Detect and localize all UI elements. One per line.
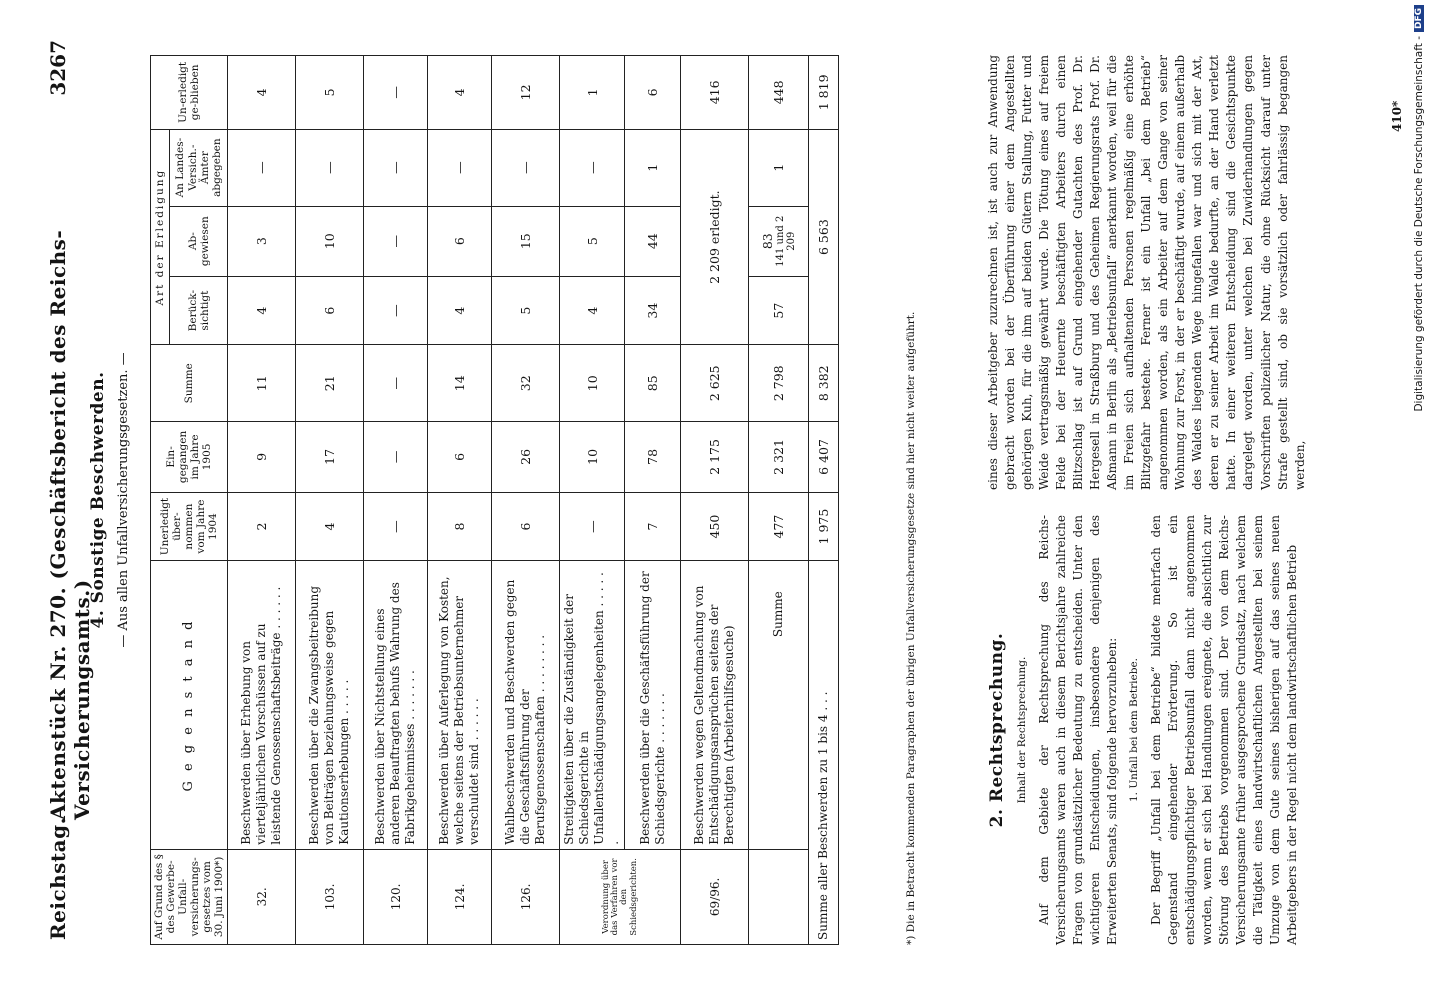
cell-unerledigt: 8 <box>428 492 492 561</box>
header-page-number: 3267 <box>46 40 70 96</box>
head-beruecksichtigt: Berück-sichtigt <box>169 276 228 345</box>
head-art-der-erledigung: Art der Erledigung <box>151 129 170 345</box>
cell-eingegangen: 17 <box>296 422 364 493</box>
cell-summe: 85 <box>625 345 681 422</box>
cell-unerledigt-geblieben: 416 <box>681 56 749 130</box>
table-row <box>364 56 428 945</box>
cell-description: Beschwerden über Nichtstellung eines anderen Beauftragten behufs Wahrung des Fabrikgeheimnisses . . . . . . . <box>364 561 428 849</box>
cell-unerledigt: — <box>560 492 625 561</box>
cell-summe-unerledigt-geblieben: 448 <box>749 56 809 130</box>
intro-paragraph: Auf dem Gebiete der Rechtsprechung des Reichs-Versicherungsamts waren auch in diesem Berichtsjahre zahlreiche Fragen von grundsätzlicher Bedeutung zu entscheiden. Unter den wichtigeren Entscheidungen, insbesondere denjenigen des Erweiterten Senats, sind folgende hervorzuheben: <box>1037 515 1120 945</box>
cell-beruecksichtigt: 5 <box>492 276 560 345</box>
cell-description: Beschwerden über Erhebung von vierteljährlichen Vorschüssen auf zu leistende Genossenschaftsbeiträge . . . . . . <box>228 561 296 849</box>
section-4-title: 4. Sonstige Beschwerden. <box>88 371 108 629</box>
cell-unerledigt-geblieben: — <box>364 56 428 130</box>
cell-paragraph: 124. <box>428 849 492 944</box>
head-summe: Summe <box>151 345 228 422</box>
cell-unerledigt: 2 <box>228 492 296 561</box>
table-row-total <box>809 56 839 945</box>
cell-erledigt-combined: 2 209 erledigt. <box>681 129 749 345</box>
cell-landes: — <box>428 129 492 206</box>
cell-description: Beschwerden über die Zwangsbeitreibung von Beiträgen beziehungsweise gegen Kautionserhebungen . . . . . <box>296 561 364 849</box>
dfg-credit-text: Digitalisierung gefördert durch die Deutsche Forschungsgemeinschaft - <box>1413 36 1425 412</box>
summe-extra: 141 und 2 209 <box>775 215 798 267</box>
cell-total-unerledigt: 1 975 <box>809 492 839 561</box>
cell-abgewiesen: 44 <box>625 206 681 276</box>
cell-beruecksichtigt: — <box>364 276 428 345</box>
cell-summe-unerledigt: 477 <box>749 492 809 561</box>
cell-paragraph: 32. <box>228 849 296 944</box>
cell-summe: 2 625 <box>681 345 749 422</box>
dfg-credit-text-wrapper <box>1410 5 1428 995</box>
cell-unerledigt-geblieben: 12 <box>492 56 560 130</box>
cell-total-label: Summe aller Beschwerden zu 1 bis 4 . . . <box>809 561 839 945</box>
cell-landes: — <box>492 129 560 206</box>
cell-summe: 11 <box>228 345 296 422</box>
cell-summe-eingegangen: 2 321 <box>749 422 809 493</box>
cell-total-eingegangen: 6 407 <box>809 422 839 493</box>
cell-beruecksichtigt: 6 <box>296 276 364 345</box>
cell-summe-abgewiesen <box>749 206 809 276</box>
table-row-summe <box>749 56 809 945</box>
cell-abgewiesen: 5 <box>560 206 625 276</box>
cell-unerledigt: 4 <box>296 492 364 561</box>
section-2-subhead: Inhalt der Rechtsprechung. <box>1016 656 1029 804</box>
cell-landes: — <box>228 129 296 206</box>
table-body <box>228 56 839 945</box>
cell-eingegangen: 10 <box>560 422 625 493</box>
cell-abgewiesen: 10 <box>296 206 364 276</box>
cell-unerledigt-geblieben: 6 <box>625 56 681 130</box>
cell-total-unerledigt-geblieben: 1 819 <box>809 56 839 130</box>
cell-unerledigt: — <box>364 492 428 561</box>
cell-empty <box>749 849 809 944</box>
cell-summe: — <box>364 345 428 422</box>
page-header <box>40 40 94 940</box>
section-2-title: 2. Rechtsprechung. <box>987 632 1007 828</box>
text-column-right <box>985 55 1315 490</box>
summe-abgewiesen-value: 83 <box>760 233 776 250</box>
cell-summe-label: Summe <box>749 561 809 849</box>
table-row <box>625 56 681 945</box>
cell-summe: 32 <box>492 345 560 422</box>
header-reichstag: Reichstag. <box>46 816 70 940</box>
cell-eingegangen: 9 <box>228 422 296 493</box>
cell-landes: — <box>560 129 625 206</box>
cell-eingegangen: 78 <box>625 422 681 493</box>
cell-unerledigt: 6 <box>492 492 560 561</box>
cell-description: Beschwerden über Auferlegung von Kosten, welche seitens der Betriebsunternehmer verschuldet sind . . . . . . <box>428 561 492 849</box>
table-row <box>681 56 749 945</box>
cell-total-summe: 8 382 <box>809 345 839 422</box>
cell-paragraph-verordnung: Verordnung über das Verfahren vor den Schiedsgerichten. <box>560 849 681 944</box>
subsection-1-heading: 1. Unfall bei dem Betriebe. <box>1128 657 1141 803</box>
cell-abgewiesen: 3 <box>228 206 296 276</box>
section-4-subtitle: — Aus allen Unfallversicherungsgesetzen. — <box>116 352 131 648</box>
cell-paragraph: 69/96. <box>681 849 749 944</box>
cell-summe: 10 <box>560 345 625 422</box>
header-aktenstueck: Aktenstück Nr. 270. (Geschäftsbericht des Reichs-Versicherungsamts.) <box>46 229 94 820</box>
table-row <box>560 56 625 945</box>
cell-abgewiesen: — <box>364 206 428 276</box>
text-column-left <box>985 515 1307 945</box>
cell-landes: 1 <box>625 129 681 206</box>
cell-unerledigt-geblieben: 4 <box>228 56 296 130</box>
cell-summe: 21 <box>296 345 364 422</box>
cell-eingegangen: 6 <box>428 422 492 493</box>
dfg-logo: DFG <box>1414 5 1424 32</box>
table-row <box>428 56 492 945</box>
table-footnote: *) Die in Betracht kommenden Paragraphen der übrigen Unfallversicherungsgesetze sind hier nicht weiter aufgeführt. <box>905 311 917 945</box>
cell-abgewiesen: 6 <box>428 206 492 276</box>
head-eingegangen: Ein-gegangen im Jahre 1905 <box>151 422 228 493</box>
paragraph-continuation: eines dieser Arbeitgeber zuzurechnen ist, ist auch zur Anwendung gebracht worden bei der Überführung einer dem Angestellten gehörigen Kuh, für die ihm auf beiden Gütern Stallung, Futter und Weide vertragsmäßig gewährt wurde. Die Tötung eines auf freiem Felde bei der Heuernte beschäftigten Arbeiters durch einen Blitzschlag ist auf Grund eingehender Gutachten des Prof. Dr. Hergesell in Straßburg und des Geheimen Regierungsrats Prof. Dr. Aßmann in Berlin als „Betriebsunfall“ anerkannt worden, weil für die im Freien sich aufhaltenden Personen regelmäßig eine erhöhte Blitzgefahr bestehe. Ferner ist ein Unfall „bei dem Betrieb“ angenommen worden, als ein Arbeiter auf dem Gange von seiner Wohnung zur Forst, in der er beschäftigt wurde, auf einem außerhalb des Waldes liegenden Wege hingefallen war und sich mit der Axt, deren er zu seiner Arbeit im Walde bedurfte, an der Hand verletzt hatte. In einer weiteren Entscheidung sind die Gesichtspunkte dargelegt worden, unter welchen bei Zuwiderhandlungen gegen Vorschriften polizeilicher Natur, die ohne Rücksicht darauf unter Strafe gestellt sind, ob sie vorsätzlich oder fahrlässig begangen werden, <box>986 55 1307 490</box>
cell-unerledigt-geblieben: 5 <box>296 56 364 130</box>
cell-abgewiesen: 15 <box>492 206 560 276</box>
cell-description: Streitigkeiten über die Zuständigkeit der Schiedsgerichte in Unfallentschädigungsangelegenheiten . . . . . . <box>560 561 625 849</box>
table-row <box>296 56 364 945</box>
head-unerledigt: Unerledigt über-nommen vom Jahre 1904 <box>151 492 228 561</box>
head-gegenstand: G e g e n s t a n d <box>151 561 228 849</box>
cell-paragraph: 103. <box>296 849 364 944</box>
cell-beruecksichtigt: 4 <box>228 276 296 345</box>
head-landes-amt: An Landes-Versich.-Ämter abgegeben <box>169 129 228 206</box>
cell-eingegangen: — <box>364 422 428 493</box>
paragraph-unfall: Der Begriff „Unfall bei dem Betriebe“ bildete mehrfach den Gegenstand eingehender Erörterung. So ist ein entschädigungspflichtiger Betriebsunfall dann nicht angenommen worden, wenn er sich bei Handlungen ereignete, die absichtlich zur Störung des Betriebs vorgenommen sind. Der von dem Reichs-Versicherungsamte früher ausgesprochene Grundsatz, nach welchem die Tätigkeit eines landwirtschaftlichen Angestellten bei seinem Umzuge von dem Gute seines bisherigen auf das seines neuen Arbeitgebers in der Regel nicht dem landwirtschaftlichen Betrieb <box>1149 515 1300 945</box>
complaints-table <box>150 55 839 945</box>
cell-unerledigt: 7 <box>625 492 681 561</box>
head-grund: Auf Grund des § des Gewerbe-Unfall-versicherungs-gesetzes vom 30. Juni 1900*) <box>151 849 228 944</box>
cell-description: Wahlbeschwerden und Beschwerden gegen die Geschäftsführung der Berufsgenossenschaften . . . . . . . . <box>492 561 560 849</box>
cell-summe-summe: 2 798 <box>749 345 809 422</box>
cell-eingegangen: 26 <box>492 422 560 493</box>
cell-unerledigt-geblieben: 4 <box>428 56 492 130</box>
cell-description: Beschwerden über die Geschäftsführung der Schiedsgerichte . . . . . . . <box>625 561 681 849</box>
table-row <box>228 56 296 945</box>
head-abgewiesen: Ab-gewiesen <box>169 206 228 276</box>
head-unerledigt-geblieben: Un-erledigt ge-blieben <box>151 56 228 130</box>
cell-paragraph: 120. <box>364 849 428 944</box>
cell-summe-landes: 1 <box>749 129 809 206</box>
page-number-bottom: 410* <box>1390 100 1404 132</box>
cell-paragraph: 126. <box>492 849 560 944</box>
dfg-credit-strip <box>1410 5 1428 995</box>
cell-unerledigt-geblieben: 1 <box>560 56 625 130</box>
table-row <box>492 56 560 945</box>
cell-summe-beruecksichtigt: 57 <box>749 276 809 345</box>
cell-landes: — <box>296 129 364 206</box>
cell-summe: 14 <box>428 345 492 422</box>
cell-beruecksichtigt: 34 <box>625 276 681 345</box>
cell-unerledigt: 450 <box>681 492 749 561</box>
cell-eingegangen: 2 175 <box>681 422 749 493</box>
cell-description: Beschwerden wegen Geltendmachung von Entschädigungsansprüchen seitens der Berechtigten (Arbeiterhilfsgesuche) <box>681 561 749 849</box>
cell-landes: — <box>364 129 428 206</box>
cell-beruecksichtigt: 4 <box>428 276 492 345</box>
cell-beruecksichtigt: 4 <box>560 276 625 345</box>
cell-total-erledigt: 6 563 <box>809 129 839 345</box>
